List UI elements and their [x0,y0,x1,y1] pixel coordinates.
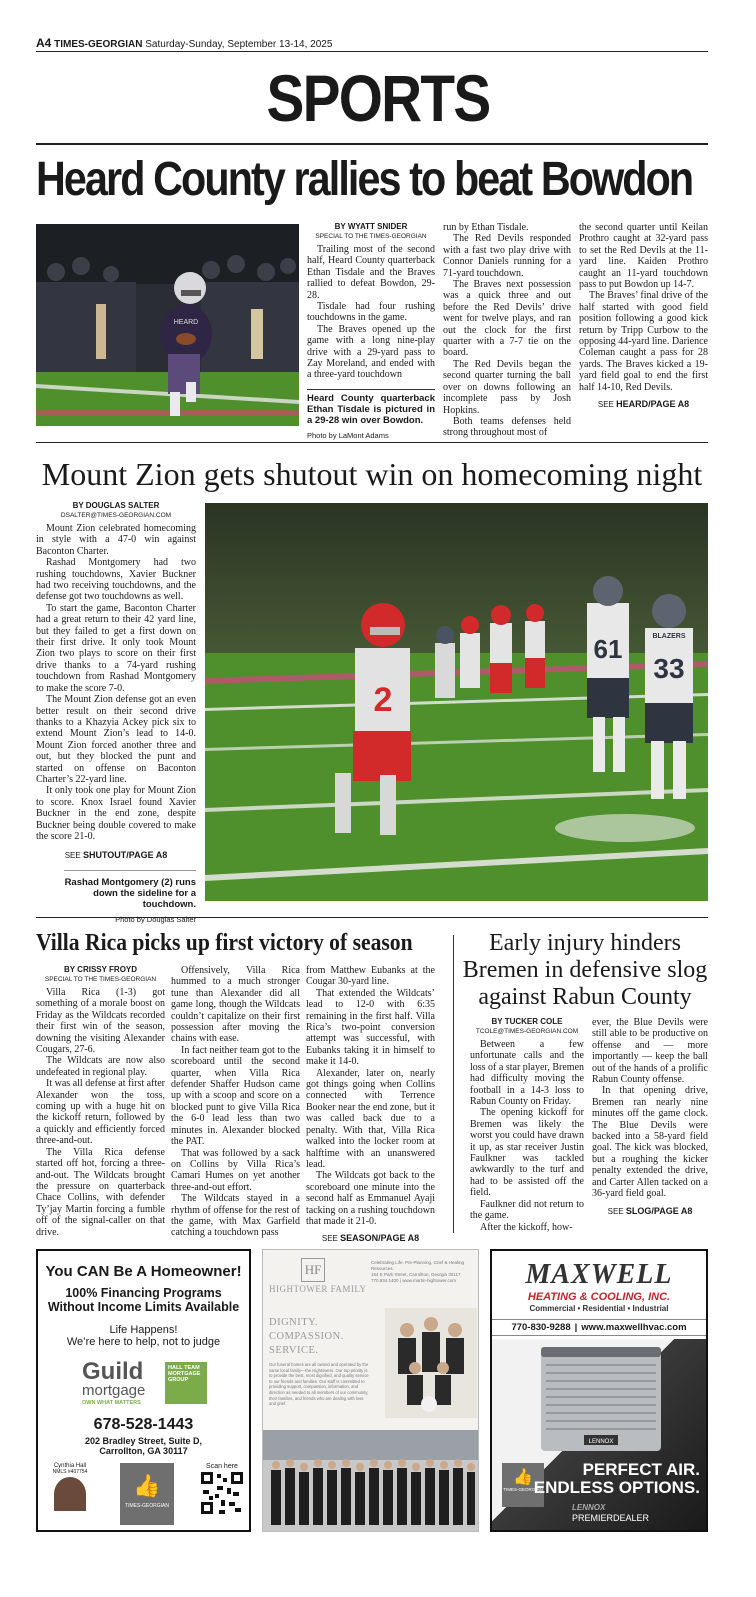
award-text: TIMES-GEORGIAN [125,1503,169,1509]
scan-label: Scan here [206,1463,238,1470]
maxwell-slogan [534,1461,700,1497]
story2-byline: BY DOUGLAS SALTER [72,501,160,510]
jump-prefix: SEE [321,1234,338,1244]
story4-paragraph: Faulkner did not return to the game. [470,1198,584,1222]
separator: | [574,1322,578,1333]
story3-paragraph: Offensively, Villa Rica hummed to a much stronger tune than Alexander did all game long, though the Wildcats couldn’t capitalize on their first possession after moving the chains with ease. [171,965,300,1045]
header-rule [36,51,708,52]
jump-target: SEASON/PAGE A8 [340,1233,420,1244]
story4-headline-line: Early injury hinders [489,930,681,956]
story1-photo-credit: Photo by LaMont Adams [307,430,389,440]
story1-paragraph: The Red Devils began the second quarter turning the ball over on downs following an incomplete pass by Josh Hopkins. [443,358,571,416]
story3-paragraph: The Wildcats stayed in a rhythm of offense for the rest of the game, with Max Garfield catching a touchdown pass [171,1193,300,1239]
mount-zion-photo [205,503,708,901]
family-portrait-image [385,1308,477,1418]
story4-paragraph: In that opening drive, Bremen ran nearly nine minutes off the game clock. The Blue Devils were backed into a 58-yard field goal. The kick was blocked, but a roughing the kicker penalty extended the drive, and Carter Allen tacked on a 36-yard field goal. [592,1085,708,1200]
qb-jersey-text: HEARD [173,319,199,326]
story1-paragraph: The Braves’ final drive of the half started with good field position following a good kick return by Tripp Curbow to the opposing 44-yard line. Darience Coleman caught a pass for 28 yards. The Braves kicked a 19-yard field goal to end the first half 14-10, Red Devils. [579,290,708,393]
story1-column-3 [579,222,708,411]
story1-paragraph: Both teams defenses held strong throughout most of [443,415,571,439]
story1-paragraph: the second quarter until Keilan Prothro caught at 32-yard pass to set the Red Devils at the 11-yard line. Kaiden Prothro caught an 11-yard touchdown pass to put Bowdon up 14-7. [579,222,708,291]
award-text: TIMES-GEORGIAN [503,1487,543,1492]
jump-target: SLOG/PAGE A8 [625,1205,693,1216]
heard-county-photo [36,224,299,426]
football-qb-image [36,224,299,426]
team-name: BLAZERS [652,633,686,640]
thumbs-up-icon: 👍 [513,1469,533,1486]
funeral-home-brand: HIGHTOWER FAMILY [269,1284,367,1294]
column-divider [453,935,454,1233]
funeral-address: 154 E Park Street, Carrollton, Georgia 30117 [371,1272,461,1277]
values-list [269,1316,344,1358]
story1-paragraph: Tisdale had four rushing touchdowns in the game. [307,301,435,324]
photo-caption-block [307,389,435,441]
story1-paragraph: The Red Devils responded with a fast two play drive with Connor Daniels running for a 71-yard touchdown. [443,233,571,279]
jersey-number: 33 [653,653,685,684]
story4-byline: BY TUCKER COLE [491,1017,563,1026]
story3-paragraph: That was followed by a sack on Collins by Villa Rica’s Camari Humes on yet another three-and-out effort. [171,1147,300,1193]
story3-byline-affiliation: SPECIAL TO THE TIMES-GEORGIAN [44,976,157,983]
guild-logo-row [38,1358,249,1410]
story2-headline: Mount Zion gets shutout win on homecoming night [41,456,703,492]
thumbs-up-icon: 👍 [133,1473,161,1498]
maxwell-website[interactable]: www.maxwellhvac.com [581,1322,687,1333]
story2-byline-affiliation: DSALTER@TIMES-GEORGIAN.COM [60,512,172,519]
story3-paragraph: It was all defense at first after Alexander won the toss, coming up with a huge hit on the kickoff return, followed by a quickly and efficiently forced three-and-out. [36,1078,165,1147]
maxwell-phone[interactable]: 770-830-9288 [511,1322,571,1333]
funeral-home-contact [371,1260,475,1284]
story4-headline [462,930,708,1011]
story2-paragraph: Mount Zion celebrated homecoming in style with a 47-0 win against Baconton Charter. [36,523,196,557]
page-header [36,36,708,50]
agent-nmls: NMLS #407754 [52,1469,88,1475]
story4-jump-link[interactable] [592,1206,708,1217]
story4-paragraph: The opening kickoff for Bremen was likely the worst you could have drawn it up, as star receiver Justin Faulkner was tackled awkwardly to the turf and had to be assisted off the field. [470,1107,584,1199]
story3-paragraph: The Wildcats are now also undefeated in regional play. [36,1055,165,1078]
story2-photo-caption: Rashad Montgomery (2) runs down the sideline for a touchdown. [64,876,196,910]
story3-column-1 [36,965,165,1238]
guild-logo-subtext: mortgage [82,1382,146,1399]
value-word: SERVICE. [269,1345,319,1356]
guild-brand-tagline: OWN WHAT MATTERS [82,1400,141,1406]
jersey-number: 61 [593,634,623,664]
ad-subhead: Without Income Limits Available [47,1300,240,1314]
page-number: A4 [36,36,52,50]
agent-block [44,1463,96,1511]
maxwell-logo: MAXWELL [525,1259,673,1290]
maxwell-services: Commercial • Residential • Industrial [529,1304,669,1313]
slogan-line: PERFECT AIR. [582,1460,700,1479]
qr-code-icon [199,1470,245,1516]
story2-paragraph: To start the game, Baconton Charter had a great return to their 42 yard line, but they failed to get a first down on their first drive. It only took Mount Zion two plays to score on their first drive thanks to a 74-yard rushing touchdown from Rashad Montgomery to make the score 7-0. [36,602,196,694]
agent-name: Cynthia Hall [53,1463,87,1469]
story1-column-2 [443,222,571,439]
story3-jump-link[interactable] [306,1233,435,1244]
story4-headline-line: against Rabun County [478,984,692,1010]
story4-column-1 [470,1017,584,1233]
story3-paragraph: Villa Rica (1-3) got something of a morale boost on Friday as the Wildcats recorded their first win of the season, downing the visiting Alexander Cougars, 27-6. [36,987,165,1056]
value-word: COMPASSION. [269,1331,344,1342]
story2-jump-link[interactable] [36,850,196,861]
issue-date: Saturday-Sunday, September 13-14, 2025 [145,39,333,50]
story1-photo-caption: Heard County quarterback Ethan Tisdale is pictured in a 29-28 win over Bowdon. [307,392,435,426]
qr-block[interactable] [196,1463,248,1521]
ad-phone[interactable]: 678-528-1443 [93,1416,194,1433]
story3-byline: BY CRISSY FROYD [63,965,138,974]
funeral-home-body: Our funeral homes are all owned and operated by the same local family—the Hightowers. Our top priority is to provide the best, most dignified, and quality service to our friends and families. Our staff is committed to providing support, compassion, information, and direction as needed to all members of our community, their families, and friends who are dealing with loss and grief. [269,1362,369,1407]
value-word: DIGNITY. [269,1317,319,1328]
jump-prefix: SEE [64,851,81,861]
story3-paragraph: The Wildcats got back to the scoreboard one minute into the second half as Emmanuel Ayaji tacking on a rushing touchdown that made it 21-0. [306,1170,435,1227]
publication-name: TIMES-GEORGIAN [54,39,143,50]
story2-paragraph: Rashad Montgomery had two rushing touchdowns, Xavier Buckner had two receiving touchdowns, and the defense got two touchdowns as well. [36,557,196,603]
story4-column-2 [592,1017,708,1217]
agent-photo [54,1477,86,1511]
story-divider [36,917,708,918]
football-run-image [205,503,708,901]
story1-paragraph: The Braves next possession was a quick three and out before the Red Devils’ drive went for twelve plays, and ran out the clock for the first quarter with a 7-7 tie on the board. [443,279,571,359]
story4-paragraph: After the kickoff, how- [480,1221,573,1233]
story2-photo-credit: Photo by Douglas Salter [115,914,196,924]
story1-jump-link[interactable] [579,399,708,410]
story1-byline: BY WYATT SNIDER [334,222,408,231]
ac-unit-image [536,1343,666,1455]
maxwell-contact-bar [492,1319,706,1336]
story3-paragraph: Alexander, later on, nearly got things going when Collins connected with Terrence Booker near the end zone, but it was called back due to a penalty. With that, Villa Rica walked into the locker room at halftime with an unanswered lead. [306,1067,435,1170]
funeral-phone-url[interactable]: 770.834.1400 | www.martin-hightower.com [371,1278,456,1283]
story-divider [36,442,708,443]
section-title: SPORTS [266,61,490,135]
story3-paragraph: In fact neither team got to the scoreboard until the second quarter, when Villa Rica defender Shaffer Hudson came up with a scoop and score on a blocked punt to give Villa Rica the 6-0 lead less than two minutes in. Alexander blocked the PAT. [171,1044,300,1148]
ad-headline: You CAN Be A Homeowner! [45,1263,242,1280]
premier-dealer-label: PREMIERDEALER [572,1513,650,1523]
staff-group-photo [263,1430,479,1532]
ac-brand-label: LENNOX [588,1439,614,1445]
story1-paragraph: The Braves opened up the game with a long nine-play drive with a 29-yard pass to Zay Moreland, and ended with a three-yard touchdown [307,323,435,381]
hightower-family-ad[interactable] [262,1249,479,1532]
guild-mortgage-ad[interactable] [36,1249,251,1532]
jersey-number: 2 [373,681,393,719]
jump-target: SHUTOUT/PAGE A8 [82,850,168,861]
slogan-line: ENDLESS OPTIONS. [533,1478,700,1497]
maxwell-hvac-ad[interactable] [490,1249,708,1532]
funeral-tagline: Celebrating Life. Pre-Planning, Grief & Healing Resources. [371,1260,465,1271]
hf-monogram: HF [301,1258,325,1282]
story2-column [36,501,196,925]
ad-tagline: We’re here to help, not to judge [66,1336,221,1348]
story3-column-3 [306,965,435,1245]
jump-prefix: SEE [607,1206,624,1216]
story1-headline: Heard County rallies to beat Bowdon [36,153,693,206]
story3-paragraph: from Matthew Eubanks at the Cougar 30-yard line. [306,965,435,988]
readers-choice-badge [120,1463,174,1525]
story2-paragraph: It only took one play for Mount Zion to score. Knox Israel found Xavier Buckner in the end zone, despite Buckner being double covered to make the score 21-0. [36,785,196,842]
story1-byline-affiliation: SPECIAL TO THE TIMES-GEORGIAN [315,233,427,240]
ad-address: 202 Bradley Street, Suite D, [84,1436,203,1446]
story3-paragraph: That extended the Wildcats’ lead to 12-0 with 6:35 remaining in the first half. Villa Rica’s two-point conversion attempt was successful, with Eubanks taking it in himself to make it 14-0. [306,987,435,1068]
story3-paragraph: The Villa Rica defense started off hot, forcing a three-and-out. The Wildcats brought the pressure on quarterback Chace Collins, with defender Ty’jay Martin forcing a fumble off of the signal-caller on that drive. [36,1146,165,1238]
story4-headline-line: Bremen in defensive slog [462,957,708,983]
story4-paragraph: Between a few unfortunate calls and the loss of a star player, Bremen had difficulty moving the football in a 14-3 loss to Rabun County on Friday. [470,1039,585,1108]
ad-tagline: Life Happens! [109,1324,178,1336]
ad-subhead: 100% Financing Programs [65,1286,222,1300]
story3-headline: Villa Rica picks up first victory of season [36,930,413,956]
story3-column-2 [171,965,300,1239]
story1-paragraph: Trailing most of the second half, Heard County quarterback Ethan Tisdale and the Braves rallied to defeat Bowdon, 29-28. [307,244,435,301]
jump-target: HEARD/PAGE A8 [616,399,690,410]
story4-byline-affiliation: TCOLE@TIMES-GEORGIAN.COM [475,1028,579,1035]
ad-address: Carrollton, GA 30117 [99,1446,188,1456]
lennox-logo: LENNOX [572,1503,606,1512]
guild-logo-text: Guild [82,1358,144,1385]
story1-column-1 [307,222,435,441]
jump-prefix: SEE [597,400,614,410]
section-rule [36,143,708,145]
maxwell-subtitle: HEATING & COOLING, INC. [527,1291,671,1303]
story4-paragraph: ever, the Blue Devils were still able to be productive on offense and — more importantly — keep the ball out of the hands of a prolific Rabun County offense. [592,1017,708,1086]
story1-paragraph: run by Ethan Tisdale. [443,222,529,233]
story2-paragraph: The Mount Zion defense got an even better result on their second drive thanks to a Khazyia Ackey pick six to extend Mount Zion’s lead to 14-0. Mount Zion forced another three and out, but they blocked the punt and started on offense on Baconton Charter’s 22-yard line. [36,694,196,785]
hall-team-badge: HALL TEAM MORTGAGE GROUP [165,1362,207,1404]
